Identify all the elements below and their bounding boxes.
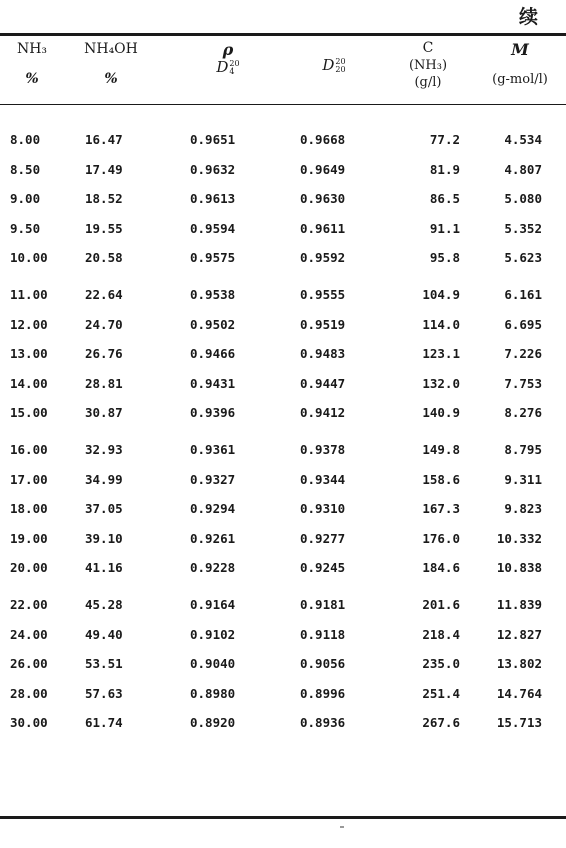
table-row — [0, 654, 566, 674]
cell-density: 0.9594 — [190, 220, 236, 236]
cell-nh4oh-percent: 30.87 — [85, 405, 123, 420]
cell-molarity: 12.827 — [496, 626, 542, 642]
table-row — [0, 403, 566, 423]
table-row — [0, 130, 566, 150]
cell-concentration: 81.9 — [429, 161, 460, 177]
table-row — [0, 160, 566, 180]
table-top-rule — [0, 33, 566, 36]
header-c-unit: (g/l) — [414, 75, 442, 90]
header-relative-density — [302, 57, 366, 75]
cell-relative-density: 0.9668 — [300, 132, 346, 147]
cell-molarity: 15.713 — [496, 715, 542, 730]
cell-density: 0.9164 — [190, 597, 236, 612]
header-rd-sup: 20 — [335, 57, 346, 66]
cell-nh3-percent: 9.50 — [10, 220, 41, 236]
cell-nh3-percent: 26.00 — [10, 656, 48, 671]
cell-density: 0.9040 — [190, 656, 236, 671]
cell-nh3-percent: 14.00 — [10, 375, 48, 391]
cell-relative-density: 0.9118 — [300, 626, 346, 642]
cell-relative-density: 0.9519 — [300, 316, 346, 332]
cell-nh4oh-percent: 24.70 — [85, 316, 123, 332]
cell-nh3-percent: 10.00 — [10, 250, 48, 265]
table-row — [0, 529, 566, 549]
cell-nh4oh-percent: 20.58 — [85, 250, 123, 265]
header-c-name: C — [422, 40, 434, 56]
header-nh3 — [4, 41, 60, 88]
cell-nh4oh-percent: 41.16 — [85, 560, 123, 575]
cell-nh4oh-percent: 18.52 — [85, 191, 123, 206]
header-m-unit: (g-mol/l) — [492, 72, 548, 87]
header-nh4oh-name: NH₄OH — [84, 41, 138, 57]
header-density-symbol: ρ — [222, 40, 234, 59]
cell-nh4oh-percent: 19.55 — [85, 220, 123, 236]
cell-density: 0.9613 — [190, 191, 236, 206]
cell-molarity: 5.080 — [504, 191, 542, 206]
header-density-sub: 4 — [229, 67, 235, 76]
cell-concentration: 95.8 — [429, 250, 460, 265]
header-concentration — [396, 40, 460, 91]
cell-density: 0.9327 — [190, 471, 236, 487]
cell-concentration: 251.4 — [422, 685, 460, 701]
header-nh3-name: NH₃ — [16, 41, 48, 57]
table-row — [0, 189, 566, 209]
cell-molarity: 4.807 — [504, 161, 542, 177]
table-row — [0, 713, 566, 733]
table-row — [0, 374, 566, 394]
cell-relative-density: 0.9277 — [300, 530, 346, 546]
cell-nh3-percent: 9.00 — [10, 191, 41, 206]
cell-nh3-percent: 13.00 — [10, 346, 48, 361]
cell-relative-density: 0.9056 — [300, 656, 346, 671]
header-nh3-unit: % — [25, 71, 39, 87]
cell-relative-density: 0.9611 — [300, 220, 346, 236]
cell-relative-density: 0.9447 — [300, 375, 346, 391]
cell-nh4oh-percent: 37.05 — [85, 501, 123, 516]
header-density-relative — [196, 59, 260, 77]
cell-density: 0.9261 — [190, 530, 236, 546]
table-row — [0, 248, 566, 268]
cell-relative-density: 0.8996 — [300, 685, 346, 701]
cell-nh4oh-percent: 16.47 — [85, 132, 123, 147]
table-row — [0, 558, 566, 578]
table-row — [0, 440, 566, 460]
header-density-d: D — [216, 58, 229, 76]
cell-concentration: 176.0 — [422, 530, 460, 546]
cell-relative-density: 0.9630 — [300, 191, 346, 206]
header-rd-d: D — [322, 56, 335, 74]
cell-nh3-percent: 17.00 — [10, 471, 48, 487]
cell-relative-density: 0.9344 — [300, 471, 346, 487]
cell-molarity: 11.839 — [496, 597, 542, 612]
cell-nh4oh-percent: 17.49 — [85, 161, 123, 177]
header-nh4oh — [78, 41, 144, 88]
cell-concentration: 149.8 — [422, 442, 460, 457]
continued-label: 续 — [518, 6, 538, 28]
cell-density: 0.9651 — [190, 132, 236, 147]
table-row — [0, 499, 566, 519]
cell-nh3-percent: 30.00 — [10, 715, 48, 730]
header-molarity — [478, 41, 562, 88]
cell-relative-density: 0.9181 — [300, 597, 346, 612]
cell-molarity: 5.623 — [504, 250, 542, 265]
table-row — [0, 595, 566, 615]
cell-concentration: 104.9 — [422, 287, 460, 302]
cell-nh4oh-percent: 53.51 — [85, 656, 123, 671]
cell-concentration: 114.0 — [422, 316, 460, 332]
cell-molarity: 7.226 — [504, 346, 542, 361]
cell-molarity: 10.332 — [496, 530, 542, 546]
cell-concentration: 167.3 — [422, 501, 460, 516]
table-row — [0, 315, 566, 335]
cell-molarity: 10.838 — [496, 560, 542, 575]
table-row — [0, 285, 566, 305]
cell-nh3-percent: 16.00 — [10, 442, 48, 457]
header-nh4oh-unit: % — [104, 71, 118, 87]
header-rd-sub: 20 — [335, 65, 346, 74]
header-m-symbol: M — [511, 40, 529, 59]
table-row — [0, 625, 566, 645]
cell-relative-density: 0.9483 — [300, 346, 346, 361]
cell-nh4oh-percent: 49.40 — [85, 626, 123, 642]
cell-relative-density: 0.9412 — [300, 405, 346, 420]
cell-nh4oh-percent: 57.63 — [85, 685, 123, 701]
cell-density: 0.9466 — [190, 346, 236, 361]
table-row — [0, 684, 566, 704]
cell-density: 0.9228 — [190, 560, 236, 575]
cell-nh4oh-percent: 45.28 — [85, 597, 123, 612]
cell-nh3-percent: 12.00 — [10, 316, 48, 332]
cell-nh4oh-percent: 39.10 — [85, 530, 123, 546]
cell-nh3-percent: 11.00 — [10, 287, 48, 302]
table-row — [0, 470, 566, 490]
cell-nh4oh-percent: 34.99 — [85, 471, 123, 487]
cell-concentration: 140.9 — [422, 405, 460, 420]
cell-density: 0.8980 — [190, 685, 236, 701]
cell-concentration: 132.0 — [422, 375, 460, 391]
table-row — [0, 344, 566, 364]
cell-concentration: 158.6 — [422, 471, 460, 487]
cell-density: 0.9294 — [190, 501, 236, 516]
header-density-sup: 20 — [229, 59, 240, 68]
cell-nh3-percent: 22.00 — [10, 597, 48, 612]
cell-density: 0.8920 — [190, 715, 236, 730]
cell-nh3-percent: 28.00 — [10, 685, 48, 701]
cell-nh3-percent: 8.50 — [10, 161, 41, 177]
cell-density: 0.9102 — [190, 626, 236, 642]
cell-nh4oh-percent: 28.81 — [85, 375, 123, 391]
header-bottom-rule — [0, 104, 566, 105]
cell-density: 0.9361 — [190, 442, 236, 457]
cell-concentration: 235.0 — [422, 656, 460, 671]
cell-nh3-percent: 19.00 — [10, 530, 48, 546]
table-row — [0, 219, 566, 239]
table-bottom-rule — [0, 816, 566, 819]
cell-relative-density: 0.9592 — [300, 250, 346, 265]
cell-molarity: 8.276 — [504, 405, 542, 420]
cell-relative-density: 0.9245 — [300, 560, 346, 575]
cell-density: 0.9502 — [190, 316, 236, 332]
cell-molarity: 5.352 — [504, 220, 542, 236]
cell-concentration: 123.1 — [422, 346, 460, 361]
cell-nh3-percent: 24.00 — [10, 626, 48, 642]
cell-relative-density: 0.9310 — [300, 501, 346, 516]
cell-molarity: 4.534 — [504, 132, 542, 147]
cell-nh4oh-percent: 32.93 — [85, 442, 123, 457]
cell-relative-density: 0.9378 — [300, 442, 346, 457]
cell-nh3-percent: 8.00 — [10, 132, 41, 147]
cell-density: 0.9431 — [190, 375, 236, 391]
scan-speck — [340, 826, 344, 828]
cell-relative-density: 0.9649 — [300, 161, 346, 177]
cell-density: 0.9575 — [190, 250, 236, 265]
header-c-sub: (NH₃) — [408, 58, 448, 73]
cell-nh3-percent: 18.00 — [10, 501, 48, 516]
cell-molarity: 7.753 — [504, 375, 542, 391]
cell-concentration: 218.4 — [422, 626, 460, 642]
cell-molarity: 8.795 — [504, 442, 542, 457]
cell-molarity: 9.823 — [504, 501, 542, 516]
cell-relative-density: 0.8936 — [300, 715, 346, 730]
cell-density: 0.9538 — [190, 287, 236, 302]
cell-relative-density: 0.9555 — [300, 287, 346, 302]
cell-nh4oh-percent: 26.76 — [85, 346, 123, 361]
cell-concentration: 184.6 — [422, 560, 460, 575]
cell-concentration: 201.6 — [422, 597, 460, 612]
cell-nh4oh-percent: 22.64 — [85, 287, 123, 302]
cell-nh3-percent: 15.00 — [10, 405, 48, 420]
cell-concentration: 86.5 — [429, 191, 460, 206]
cell-molarity: 6.161 — [504, 287, 542, 302]
cell-molarity: 6.695 — [504, 316, 542, 332]
cell-nh3-percent: 20.00 — [10, 560, 48, 575]
cell-density: 0.9632 — [190, 161, 236, 177]
cell-molarity: 13.802 — [496, 656, 542, 671]
cell-molarity: 14.764 — [496, 685, 542, 701]
cell-concentration: 77.2 — [429, 132, 460, 147]
cell-concentration: 267.6 — [422, 715, 460, 730]
cell-molarity: 9.311 — [504, 471, 542, 487]
cell-concentration: 91.1 — [429, 220, 460, 236]
cell-density: 0.9396 — [190, 405, 236, 420]
cell-nh4oh-percent: 61.74 — [85, 715, 123, 730]
header-density — [196, 41, 260, 77]
